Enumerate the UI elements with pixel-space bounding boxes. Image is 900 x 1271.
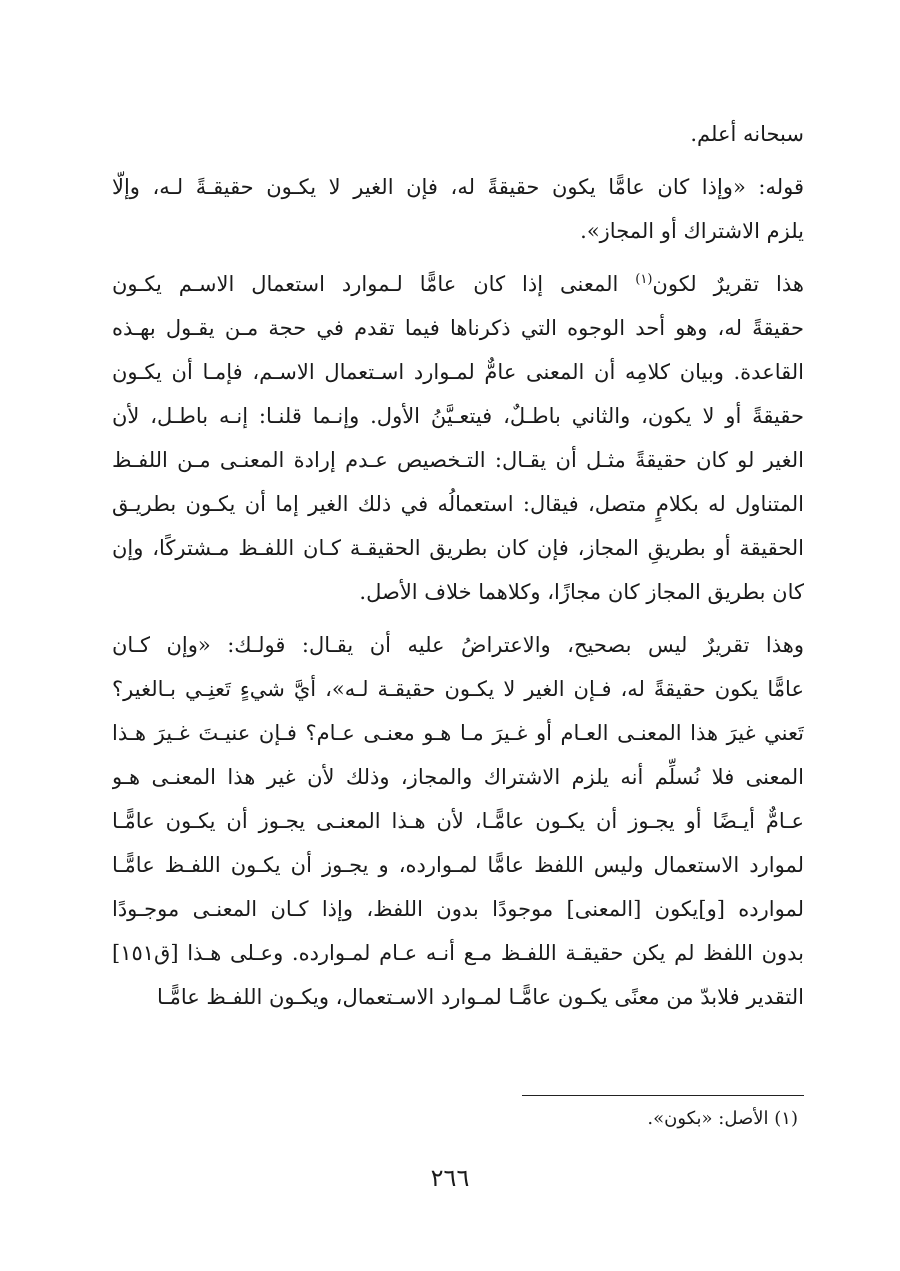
text-line: الحقيقة أو بطريقِ المجاز، فإن كان بطريق الحقيقـة كـان اللفـظ مـشتركًا، وإن [112,536,804,560]
text-line: وهذا تقريرٌ ليس بصحيح، والاعتراضُ عليه أن يقـال: قولـك: «وإن كـان [112,633,804,657]
text-line: عـامٌّ أيـضًا أو يجـوز أن يكـون عامًّـا، لأن هـذا المعنـى يجـوز أن يكـون عامًّـا [112,809,804,833]
text-line: المتناول له بكلامٍ متصل، فيقال: استعمالُه في ذلك الغير إما أن يكـون بطريـق [112,492,804,516]
footnote-separator [522,1095,804,1096]
page-number: ٢٦٦ [430,1164,470,1192]
footnote-marker: (١) [635,272,653,287]
text-line: كان بطريق المجاز كان مجازًا، وكلاهما خلاف الأصل. [359,580,804,604]
text-line: بدون اللفظ لم يكن حقيقـة اللفـظ مـع أنـه عـام لمـوارده. وعـلى هـذا [ق١٥١] [112,941,804,965]
text-line: لموارده [و]يكون [المعنى] موجودًا بدون اللفظ، وإذا كـان المعنـى موجـودًا [112,897,804,921]
text-line: سبحانه أعلم. [690,122,804,146]
paragraph [112,112,804,156]
text-line: هذا تقريرٌ لكون$^{(١)}$ المعنى إذا كان عامًّا لـموارد استعمال الاسـم يكـون [112,272,804,296]
text-line: القاعدة. وبيان كلامِه أن المعنى عامٌّ لمـوارد اسـتعمال الاسـم، فإمـا أن يكـون [112,360,804,384]
footnote: (١) الأصل: «بكون». [647,1108,798,1129]
page-body [112,112,804,1019]
text-line: يلزم الاشتراك أو المجاز». [580,219,804,243]
paragraph [112,262,804,614]
paragraph [112,623,804,1019]
text-line: التقدير فلابدّ من معنًى يكـون عامًّـا لمـوارد الاسـتعمال، ويكـون اللفـظ عامًّـا [157,985,804,1009]
text-line: قوله: «وإذا كان عامًّا يكون حقيقةً له، فإن الغير لا يكـون حقيقـةً لـه، وإلّا [112,175,804,199]
text-line: حقيقةً له، وهو أحد الوجوه التي ذكرناها فيما تقدم في حجة مـن يقـول بهـذه [112,316,804,340]
paragraph [112,165,804,253]
text-line: الغير لو كان حقيقةً مثـل أن يقـال: التـخصيص عـدم إرادة المعنـى مـن اللفـظ [112,448,804,472]
text-line: تَعني غيرَ هذا المعنـى العـام أو غـيرَ مـا هـو معنـى عـام؟ فـإن عنيـتَ غـيرَ هـذا [112,721,804,745]
text-line: المعنى فلا نُسلِّم أنه يلزم الاشتراك والمجاز، وذلك لأن غير هذا المعنـى هـو [112,765,804,789]
text-line: حقيقةً أو لا يكون، والثاني باطـلٌ، فيتعـيَّنُ الأول. وإنـما قلنـا: إنـه باطـل، لأن [112,404,804,428]
text-line: لموارد الاستعمال وليس اللفظ عامًّا لمـوارده، و يجـوز أن يكـون اللفـظ عامًّـا [112,853,804,877]
text-line: عامًّا يكون حقيقةً له، فـإن الغير لا يكـون حقيقـة لـه»، أيَّ شيءٍ تَعنِـي بـالغير؟ [112,677,804,701]
